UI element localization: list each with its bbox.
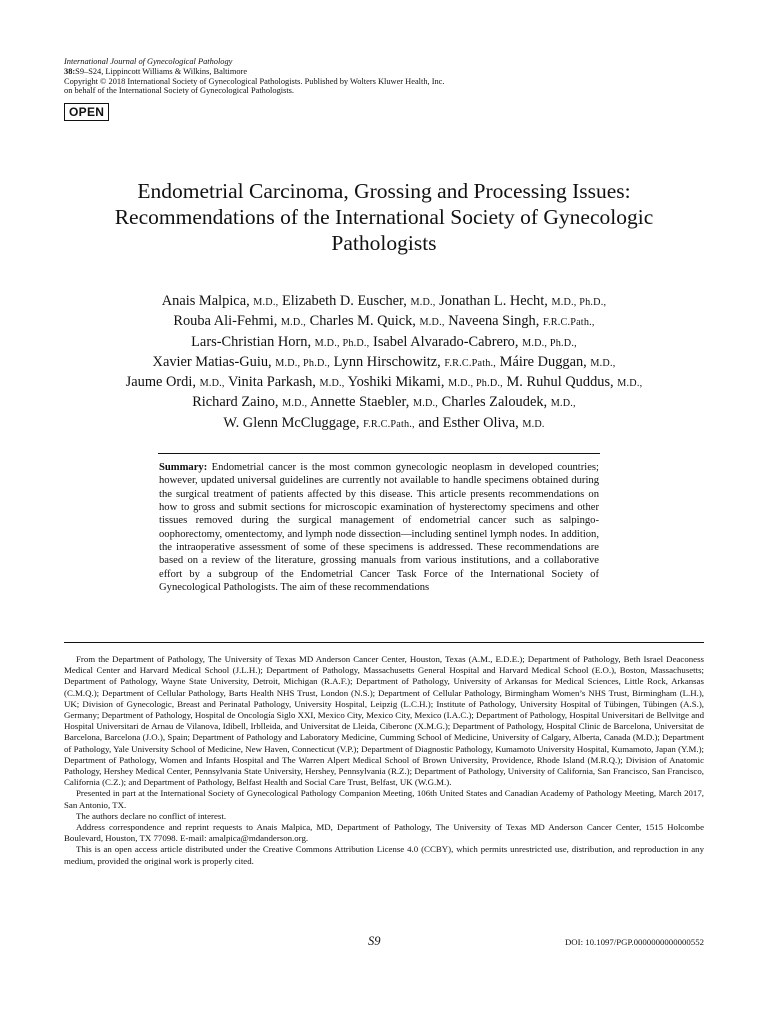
author-line: [30, 292, 738, 312]
journal-header: [64, 57, 704, 96]
author-line: [30, 373, 738, 393]
journal-citation: [64, 67, 704, 77]
author-name: Naveena Singh,: [448, 313, 540, 330]
footnote-rule: [64, 642, 704, 643]
author-name: Xavier Matias-Guiu,: [152, 353, 272, 370]
author-line: [30, 312, 738, 332]
author-degree: M.D.,: [282, 398, 308, 410]
author-degree: M.D.,: [550, 398, 576, 410]
author-degree: M.D.,: [590, 357, 616, 369]
author-degree: M.D., Ph.D.,: [448, 378, 503, 390]
author-degree: M.D., Ph.D.,: [522, 337, 577, 349]
author-line: [30, 353, 738, 373]
author-name: and Esther Oliva,: [418, 414, 519, 431]
author-name: Jonathan L. Hecht,: [439, 293, 548, 309]
author-degree: M.D.: [522, 418, 545, 430]
open-access-badge: OPEN: [64, 103, 109, 121]
author-degree: M.D.,: [280, 317, 306, 329]
author-degree: M.D.,: [419, 317, 445, 329]
title-line: Pathologists: [331, 231, 437, 255]
author-name: M. Ruhul Quddus,: [506, 374, 614, 391]
journal-pages: S9–S24, Lippincott Williams & Wilkins, Baltimore: [75, 66, 248, 76]
author-degree: M.D.,: [617, 378, 643, 390]
author-degree: M.D.,: [319, 378, 345, 390]
author-name: Richard Zaino,: [192, 394, 279, 411]
author-degree: M.D.,: [253, 297, 279, 308]
author-name: Máire Duggan,: [499, 353, 587, 370]
author-name: Charles Zaloudek,: [441, 394, 548, 411]
author-line: [30, 414, 738, 434]
footnote-license: This is an open access article distributed under the Creative Commons Attribution License 4.0 (CCBY), which permits unrestricted use, distribution, and reproduction in any medium, provided the original work is properly cited.: [64, 844, 704, 866]
author-line: [30, 333, 738, 353]
author-name: Charles M. Quick,: [309, 313, 416, 330]
author-degree: M.D.,: [199, 378, 225, 390]
abstract-summary: [159, 461, 599, 621]
title-line: Endometrial Carcinoma, Grossing and Processing Issues:: [137, 179, 631, 203]
journal-name: International Journal of Gynecological Pathology: [64, 57, 233, 66]
author-name: Vinita Parkash,: [228, 374, 316, 391]
journal-copyright: Copyright © 2018 International Society of Gynecological Pathologists. Published by Wolters Kluwer Health, Inc.: [64, 76, 445, 86]
author-name: Lars-Christian Horn,: [191, 333, 312, 350]
footnotes: [64, 654, 704, 867]
author-name: Jaume Ordi,: [125, 374, 196, 391]
page-number: S9: [368, 934, 381, 948]
title-line: Recommendations of the International Society of Gynecologic: [114, 205, 654, 229]
footnote-affiliations: From the Department of Pathology, The University of Texas MD Anderson Cancer Center, Houston, Texas (A.M., E.D.E.); Department of Pathology, Beth Israel Deaconess Medical Center and Harvard Medical School (J.L.H.); Department of Pathology, Massachusetts General Hospital and Harvard Medical School (E.O.), Boston, Massachusetts; Department of Pathology, Wayne State University, Detroit, Michigan (R.A.F.); Department of Pathology, University of Arkansas for Medical Sciences, Little Rock, Arkansas (C.M.Q.); Department of Cellular Pathology, Barts Health NHS Trust, London (N.S.); Department of Cellular Pathology, Birmingham Women’s NHS Trust, Birmingham (L.H.), UK; Division of Gynecologic, Breast and Perinatal Pathology, University Hospital, Leipzig (L.C.H.); Institute of Pathology, University Hospital of Tübingen, Tübingen (A.S.), Germany; Department of Pathology, Hospital de Oncología Siglo XXI, Mexico City, Mexico City, Mexico (I.A.C.); Department of Pathology, Hospital Universitari de Bellvitge and Hospital Universitari de Arnau de Vilanova, Idibell, Irblleida, and Universitat de Lleida, Ciberonc (X.M.G.); Department of Pathology, Hospital Clinic de Barcelona, Universitat de Barcelona, Barcelona (J.O.), Spain; Department of Pathology and Laboratory Medicine, Cumming School of Medicine, University of Calgary, Alberta, Canada (M.D.); Department of Pathology, Yale University School of Medicine, New Haven, Connecticut (V.P.); Department of Diagnostic Pathology, Kumamoto University Hospital, Kumamoto, Japan (Y.M.); Department of Pathology, Women and Infants Hospital and The Warren Alpert Medical School of Brown University, Providence, Rhode Island (M.R.Q.); Division of Anatomic Pathology, Hershey Medical Center, Pennsylvania State University, Hershey, Pennsylvania (R.Z.); Department of Pathology, University of California, San Francisco, San Francisco, California (C.Z.); and Department of Pathology, Belfast Health and Social Care Trust, Belfast, UK (W.G.M.).: [64, 654, 704, 788]
footnote-correspondence: Address correspondence and reprint requests to Anais Malpica, MD, Department of Pathology, The University of Texas MD Anderson Cancer Center, 1515 Holcombe Boulevard, Houston, TX 77098. E-mail: amalpica@mdanderson.org.: [64, 822, 704, 844]
author-name: Anais Malpica,: [161, 293, 250, 309]
journal-behalf: on behalf of the International Society of Gynecological Pathologists.: [64, 86, 295, 96]
author-name: Lynn Hirschowitz,: [333, 353, 441, 370]
author-degree: M.D., Ph.D.,: [275, 357, 331, 369]
doi-link[interactable]: DOI: 10.1097/PGP.0000000000000552: [564, 937, 704, 947]
summary-label: Summary:: [159, 462, 208, 473]
author-name: Isabel Alvarado-Cabrero,: [373, 333, 519, 350]
author-degree: M.D., Ph.D.,: [314, 337, 370, 349]
author-name: Annette Staebler,: [310, 394, 410, 411]
summary-text: Endometrial cancer is the most common gynecologic neoplasm in developed countries; however, updated universal guidelines are currently not available to handle specimens obtained during the surgical treatment of patients affected by this disease. This article presents recommendations on how to gross and submit sections for microscopic examination of hysterectomy specimens and other tissues removed during the surgical management of endometrial cancer such as salpingo-oophorectomy, omentectomy, and lymph node dissection—including sentinel lymph nodes. In addition, the intraoperative assessment of some of these specimens is addressed. These recommendations are based on a review of the literature, grossing manuals from various institutions, and a collaborative effort by a subgroup of the Endometrial Cancer Task Force of the International Society of Gynecological Pathologists. The aim of these recommendations: [159, 462, 599, 594]
author-degree: M.D.,: [410, 297, 436, 308]
footnote-conflict: The authors declare no conflict of interest.: [76, 810, 227, 821]
author-line: [30, 393, 738, 413]
author-name: W. Glenn McCluggage,: [223, 414, 360, 431]
journal-volume: 38:: [64, 66, 76, 76]
author-degree: F.R.C.Path.,: [542, 317, 595, 329]
author-name: Elizabeth D. Euscher,: [281, 293, 407, 309]
summary-top-rule: [158, 453, 600, 454]
author-degree: F.R.C.Path.,: [444, 357, 497, 369]
author-list: [30, 292, 738, 434]
author-name: Rouba Ali-Fehmi,: [173, 313, 278, 330]
author-degree: F.R.C.Path.,: [363, 418, 415, 430]
article-title: [40, 178, 728, 256]
footnote-presented: Presented in part at the International Society of Gynecological Pathology Companion Meeting, 106th United States and Canadian Academy of Pathology Meeting, March 2017, San Antonio, TX.: [64, 788, 704, 810]
author-degree: M.D., Ph.D.,: [551, 297, 607, 308]
author-name: Yoshiki Mikami,: [347, 374, 445, 391]
author-degree: M.D.,: [412, 398, 439, 410]
